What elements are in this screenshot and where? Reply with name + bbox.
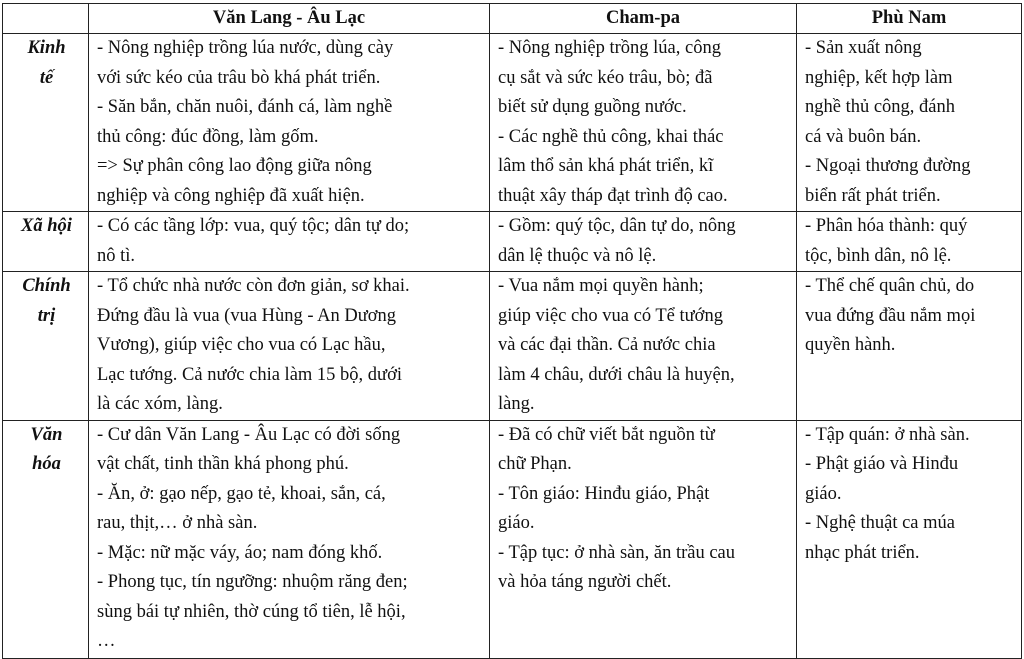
cell-text-line: - Cư dân Văn Lang - Âu Lạc có đời sống [97,424,401,445]
cell-text-line: - Gồm: quý tộc, dân tự do, nông [498,216,736,236]
cell-text-line: … [97,631,116,651]
cell-phu-nam [797,272,1022,421]
cell-text-line: làng. [498,394,535,414]
cell-champa [490,34,797,212]
cell-text-line: - Sản xuất nông [805,38,922,58]
cell-text-line: vật chất, tinh thần khá phong phú. [97,454,349,474]
cell-van-lang-au-lac [89,272,490,421]
cell-text-line: - Săn bắn, chăn nuôi, đánh cá, làm nghề [97,97,393,117]
row-label-word: Chính [22,276,71,296]
cell-text-line: thủ công: đúc đồng, làm gốm. [97,126,319,147]
cell-text-line: - Thể chế quân chủ, do [805,276,975,296]
cell-van-lang-au-lac [89,34,490,212]
cell-phu-nam [797,34,1022,212]
row-xa-hoi [3,212,1022,272]
cell-text-line: - Nông nghiệp trồng lúa, công [498,38,721,58]
row-label-word: tế [39,67,54,88]
row-label [3,420,89,658]
cell-text-line: làm 4 châu, dưới châu là huyện, [498,364,735,385]
cell-text-line: thuật xây tháp đạt trình độ cao. [498,185,728,206]
cell-text-line: - Tập tục: ở nhà sàn, ăn trầu cau [498,542,736,563]
cell-text-line: nghiệp và công nghiệp đã xuất hiện. [97,185,365,206]
cell-text-line: vua đứng đầu nắm mọi [805,305,976,326]
row-chinh-tri [3,272,1022,421]
cell-text-line: nghề thủ công, đánh [805,97,956,117]
cell-text-line: là các xóm, làng. [97,394,223,414]
cell-text-line: và các đại thần. Cả nước chia [498,335,716,355]
cell-champa [490,420,797,658]
cell-text-line: - Tổ chức nhà nước còn đơn giản, sơ khai. [97,276,410,296]
row-kinh-te [3,34,1022,212]
comparison-table [2,3,1022,659]
header-row [3,4,1022,34]
cell-text-line: biết sử dụng guồng nước. [498,97,687,117]
cell-text-line: - Vua nắm mọi quyền hành; [498,276,704,296]
cell-text-line: rau, thịt,… ở nhà sàn. [97,513,258,533]
cell-text-line: Lạc tướng. Cả nước chia làm 15 bộ, dưới [97,364,402,385]
cell-text-line: - Phật giáo và Hinđu [805,454,959,474]
cell-text-line: - Phong tục, tín ngưỡng: nhuộm răng đen; [97,572,408,592]
cell-text-line: - Mặc: nữ mặc váy, áo; nam đóng khố. [97,542,383,563]
cell-text-line: - Nghệ thuật ca múa [805,513,955,533]
cell-text-line: => Sự phân công lao động giữa nông [97,156,372,176]
row-label [3,34,89,212]
cell-text-line: giáo. [498,513,535,533]
cell-van-lang-au-lac [89,420,490,658]
cell-text-line: cụ sắt và sức kéo trâu, bò; đã [498,67,713,88]
cell-text-line: sùng bái tự nhiên, thờ cúng tổ tiên, lễ hội, [97,601,406,622]
cell-text-line: lâm thổ sản khá phát triển, kĩ [498,156,714,176]
cell-text-line: - Đã có chữ viết bắt nguồn từ [498,424,715,445]
cell-phu-nam [797,420,1022,658]
cell-text-line: giáo. [805,483,842,504]
cell-text-line: - Ngoại thương đường [805,156,971,176]
row-label-word: Kinh [27,38,66,58]
header-van-lang-au-lac: Văn Lang - Âu Lạc [89,4,490,34]
row-label-word: trị [37,305,56,326]
cell-text-line: - Có các tầng lớp: vua, quý tộc; dân tự do; [97,216,410,236]
cell-text-line: - Tôn giáo: Hinđu giáo, Phật [498,483,710,504]
cell-text-line: - Ăn, ở: gạo nếp, gạo tẻ, khoai, sắn, cá, [97,483,386,504]
cell-text-line: - Các nghề thủ công, khai thác [498,126,724,147]
cell-text-line: nghiệp, kết hợp làm [805,67,953,88]
cell-text-line: giúp việc cho vua có Tể tướng [498,305,723,326]
cell-champa [490,272,797,421]
cell-text-line: - Tập quán: ở nhà sàn. [805,424,970,445]
cell-van-lang-au-lac [89,212,490,272]
cell-text-line: - Phân hóa thành: quý [805,216,968,236]
cell-champa [490,212,797,272]
row-label-word: hóa [32,454,61,474]
header-corner [3,4,89,34]
row-van-hoa [3,420,1022,658]
cell-text-line: dân lệ thuộc và nô lệ. [498,245,657,266]
cell-text-line: Đứng đầu là vua (vua Hùng - An Dương [97,305,397,326]
header-phu-nam: Phù Nam [797,4,1022,34]
cell-text-line: cá và buôn bán. [805,126,922,147]
cell-text-line: và hỏa táng người chết. [498,572,672,592]
cell-text-line: Vương), giúp việc cho vua có Lạc hầu, [97,335,386,355]
cell-text-line: nhạc phát triển. [805,542,920,563]
row-label [3,272,89,421]
cell-text-line: tộc, bình dân, nô lệ. [805,245,952,266]
cell-phu-nam [797,212,1022,272]
cell-text-line: biển rất phát triển. [805,185,941,206]
row-label-word: Văn [30,424,63,445]
cell-text-line: nô tì. [97,245,136,266]
cell-text-line: quyền hành. [805,335,896,355]
cell-text-line: chữ Phạn. [498,454,572,474]
row-label: Xã hội [3,212,89,272]
header-champa: Cham-pa [490,4,797,34]
cell-text-line: với sức kéo của trâu bò khá phát triển. [97,67,381,88]
cell-text-line: - Nông nghiệp trồng lúa nước, dùng cày [97,38,394,58]
